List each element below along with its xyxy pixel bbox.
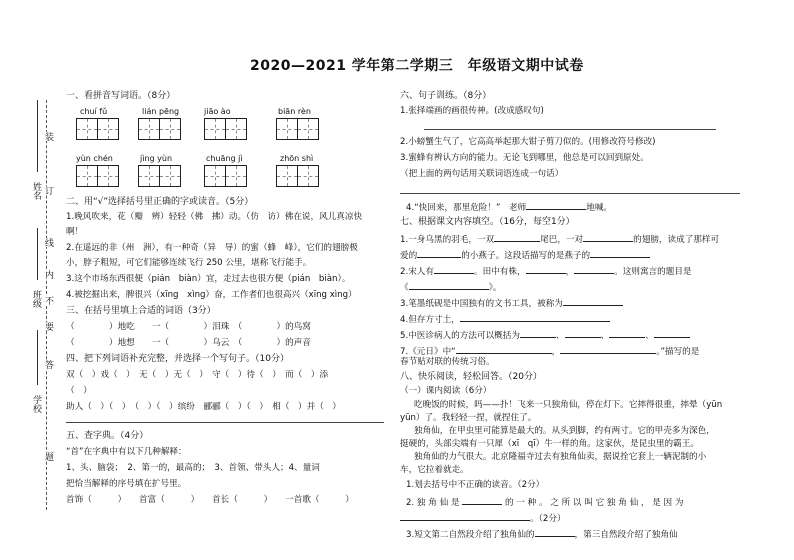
question-line[interactable]: 双（ ）戏（ ） 无（ ）无（ ） 守（ ）待（ ） 而（ ）添	[66, 370, 329, 380]
binding-line	[46, 100, 47, 510]
question-line	[406, 495, 683, 509]
text: 尾巴，一对	[540, 235, 584, 245]
pinyin: yùn chén	[76, 154, 113, 163]
text: 5.中医诊病人的方法可以概括为	[400, 331, 520, 341]
blank[interactable]	[583, 232, 633, 242]
blank[interactable]	[400, 511, 530, 521]
writing-grid[interactable]	[76, 118, 98, 140]
pinyin: zhōn shì	[280, 154, 314, 163]
question-line: 1.张择端画的画很传神。(改成感叹句)	[400, 106, 544, 116]
subsection-title: （一）课内阅读（6分）	[400, 386, 492, 396]
seal-mark: 要	[43, 322, 53, 331]
writing-grid[interactable]	[204, 118, 226, 140]
text: ，第三自然段介绍了独角仙	[574, 530, 678, 540]
question-line	[400, 264, 692, 278]
question-line[interactable]: （ ）地想 一（ ）乌云 （ ）的声音	[66, 338, 311, 348]
seal-mark: 答	[43, 360, 53, 369]
text: 3.短文第二自然段介绍了独角仙的	[406, 530, 535, 540]
blank[interactable]	[565, 328, 601, 338]
blank[interactable]	[560, 344, 656, 354]
question-line[interactable]: 首饰（ ） 首富（ ） 首长（ ） 一首歌（ ）	[66, 495, 354, 505]
writing-grid[interactable]	[76, 165, 98, 187]
text: 》。	[488, 283, 502, 293]
pinyin: jìng yùn	[140, 154, 173, 163]
question-line: 1、头、脑袋； 2、第一的，最高的； 3、首领、带头人；4、量词	[66, 463, 320, 473]
question-line: 1.晚风吹来，花（瓣 辨）轻轻（佛 拂）动。（仿 访）佛在说，风儿真凉快	[66, 212, 363, 222]
question-line	[400, 296, 623, 310]
text: 7.《元日》中“	[400, 347, 456, 357]
text: ，	[565, 267, 575, 277]
blank[interactable]	[456, 344, 552, 354]
writing-grid[interactable]	[297, 165, 319, 187]
blank[interactable]	[590, 248, 650, 258]
section-2-title: 二、用“√”选择括号里正确的字或读音。（5分）	[66, 197, 254, 207]
blank[interactable]	[409, 280, 489, 290]
text: 1.一身乌黑的羽毛，一双	[400, 235, 495, 245]
writing-grid[interactable]	[138, 118, 160, 140]
question-line: 5.中医诊病人的方法可以概括为 、 、 、	[400, 328, 690, 342]
blank[interactable]	[417, 248, 461, 258]
passage-line: 挺硬的，头部尖端有一只犀（xī qī）牛一样的角。这家伙，是昆虫里的霸王。	[400, 439, 699, 449]
text: 。这则寓言的题目是	[614, 267, 692, 277]
passage-line: 独角仙的力气很大。北京隆福寺过去有独角仙卖，据说拴它套上一辆泥制的小	[414, 452, 707, 462]
section-1-title: 一、看拼音写词语。（8分）	[66, 91, 176, 101]
writing-grid[interactable]	[159, 118, 181, 140]
answer-line[interactable]	[66, 422, 384, 423]
question-line: “首”在字典中有以下几种解释：	[66, 447, 187, 457]
text: 4.但存方寸土，	[400, 315, 460, 325]
writing-grid[interactable]	[159, 165, 181, 187]
seal-mark: 订	[43, 186, 53, 195]
question-line: 3.这个市场东西很便（pián biàn）宜，走过去也很方便（pián biàn）。	[66, 274, 351, 284]
question-line: 1.划去括号中不正确的读音。（2分）	[406, 480, 545, 490]
section-4-title: 四、把下列词语补充完整，并选择一个写句子。（10分）	[66, 354, 289, 364]
blank[interactable]	[462, 495, 502, 505]
question-line: 把恰当解释的序号填在扩号里。	[66, 479, 187, 489]
blank[interactable]	[526, 264, 566, 274]
writing-grid[interactable]	[225, 118, 247, 140]
class-underline	[37, 228, 38, 280]
binding-margin	[0, 0, 58, 560]
class-label: 班级	[31, 290, 41, 308]
writing-grid[interactable]	[297, 118, 319, 140]
text: 。”描写的是	[656, 347, 700, 357]
answer-line[interactable]	[400, 193, 740, 194]
question-line	[400, 511, 566, 525]
section-6-title: 六、句子训练。（8分）	[400, 91, 492, 101]
question-line[interactable]: 助人（ ）（ ） （ ）（ ）缤纷 郦郦（ ）（ ） 相（ ）并（ ）	[66, 402, 341, 412]
text: 的翅膀，读成了那样可	[633, 235, 720, 245]
section-3-title: 三、在括号里填上合适的词语（3分）	[66, 306, 216, 316]
question-line	[406, 200, 612, 214]
section-7-title: 七、根据课文内容填空。（16分，每空1分）	[400, 217, 575, 227]
blank[interactable]	[434, 264, 474, 274]
question-line[interactable]: （ ）地吃 一（ ）泪珠 （ ）的鸟窝	[66, 322, 311, 332]
pinyin: biān rèn	[278, 107, 311, 116]
question-line: 春节贴对联的传统习俗。	[400, 357, 495, 367]
text: 地喊。	[586, 203, 613, 213]
question-line: 7.《元日》中“ ， 。”描写的是	[400, 344, 699, 358]
passage-line: 车，它拉着就走。	[400, 465, 469, 475]
text: 爱的	[400, 251, 418, 261]
blank[interactable]	[654, 328, 690, 338]
writing-grid[interactable]	[97, 118, 119, 140]
question-line	[400, 312, 610, 326]
text: 的 一 种 。 之 所 以 叫 它 独 角 仙 ， 是 因 为	[504, 498, 684, 508]
writing-grid[interactable]	[204, 165, 226, 187]
passage-line: 独角仙，在甲虫里可能算是最大的。从头到脚，约有两寸。它的甲壳多为深色，	[414, 426, 715, 436]
passage-line: 吃晚饭的时候，吗——扑！飞来一只独角仙，停在灯下。它摔得很重，摔晕（yūn	[414, 400, 723, 410]
text: 3.笔墨纸砚是中国独有的文书工具，被称为	[400, 299, 563, 309]
text: 2.宋人有	[400, 267, 434, 277]
text: 《	[400, 283, 409, 293]
name-label: 姓名	[31, 182, 41, 200]
text: 。（2分）	[530, 514, 566, 524]
seal-mark: 内	[43, 270, 53, 279]
question-line: 2.小螃蟹生气了，它高高举起那大钳子剪刀似的。(用修改符号修改)	[400, 137, 656, 147]
question-line	[400, 280, 502, 294]
question-line	[406, 527, 678, 541]
school-label: 学校	[31, 395, 41, 413]
question-line: 2.在遥远的非（州 洲），有一种奇（异 导）的蜜（蜂 峰），它们的翅膀极	[66, 243, 358, 253]
blank[interactable]	[460, 312, 610, 322]
question-line: （把上面的两句话用关联词语连成一句话）	[400, 169, 564, 179]
seal-mark: 不	[43, 296, 53, 305]
writing-grid[interactable]	[138, 165, 160, 187]
blank[interactable]	[494, 232, 540, 242]
blank[interactable]	[535, 527, 575, 537]
name-underline	[37, 100, 38, 172]
writing-grid[interactable]	[97, 165, 119, 187]
exam-title: 2020—2021 学年第二学期三 年级语文期中试卷	[250, 58, 584, 74]
text: 2. 独 角 仙 是	[406, 498, 460, 508]
blank[interactable]	[520, 328, 556, 338]
question-line[interactable]: （ ）	[66, 386, 92, 396]
seal-mark: 装	[43, 132, 53, 141]
question-line: 4.被挖掘出来，脾很兴（xīng xìng）奋，工作者们也很高兴（xīng xìng）	[66, 290, 357, 300]
passage-line: yūn）了。我轻轻一捏，就捏住了。	[400, 413, 537, 423]
school-underline	[37, 330, 38, 385]
pinyin: jiāo ào	[204, 107, 231, 116]
question-line	[400, 248, 650, 262]
blank[interactable]	[526, 200, 586, 210]
writing-grid[interactable]	[225, 165, 247, 187]
blank[interactable]	[563, 296, 623, 306]
answer-line[interactable]	[424, 129, 716, 130]
blank[interactable]	[574, 264, 614, 274]
pinyin: chuāng jì	[206, 154, 243, 163]
writing-grid[interactable]	[276, 118, 298, 140]
question-line: 3.蜜蜂有辨认方向的能力。无论飞到哪里，他总是可以回到原处。	[400, 153, 649, 163]
question-line: 小，脖子粗短，可它们能够连续飞行 250 公里，堪称飞行能手。	[66, 258, 312, 268]
writing-grid[interactable]	[276, 165, 298, 187]
pinyin: chuí fǔ	[80, 107, 108, 116]
seal-mark: 线	[43, 238, 53, 247]
text: 4.“快回来，那里危险！” 老师	[406, 203, 527, 213]
question-line	[400, 232, 719, 246]
text: 的小燕子。这段话描写的是燕子的	[461, 251, 591, 261]
text: 。田中有株，	[473, 267, 526, 277]
seal-mark: 题	[43, 452, 53, 461]
blank[interactable]	[609, 328, 645, 338]
section-8-title: 八、快乐阅读，轻松回答。（20分）	[400, 372, 542, 382]
pinyin: lián pēng	[142, 107, 180, 116]
question-line: 啊！	[66, 227, 84, 237]
section-5-title: 五、查字典。（4分）	[66, 431, 149, 441]
